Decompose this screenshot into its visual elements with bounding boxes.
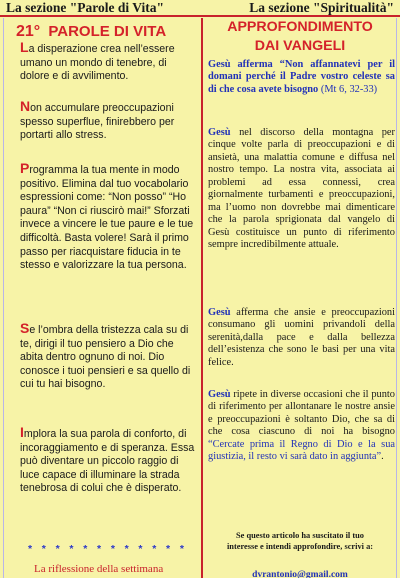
- issue-number: 21°: [16, 23, 41, 40]
- drop-initial: L: [20, 39, 29, 55]
- star-divider: * * * * * * * * * * * *: [28, 543, 188, 555]
- paragraph-text: e l’ombra della tristezza cala su di te, dirigi il tuo pensiero a Dio che abita dentro ognuno di noi. Dio conosce i tuoi pensieri e sa quello di cui tu hai bisogno.: [20, 324, 191, 391]
- paragraph-text: afferma che ansie e preoccupazioni consumano gli uomini privandoli della serenità,dalla pace e dalla bellezza dell’esistenza che sono le basi per una vita felice.: [208, 307, 395, 368]
- paragraph-text: ripete in diverse occasioni che il punto di riferimento per allontanare le nostre ansie e preoccupazioni è soltanto Dio, che sa di che cosa ciascuno di noi ha bisogno: [208, 389, 395, 438]
- header-bar: [0, 0, 400, 17]
- paragraph-3: [20, 160, 198, 273]
- left-heading-text: PAROLE DI VITA: [48, 23, 167, 40]
- gospel-quote: [208, 59, 395, 96]
- left-edge-line: [3, 18, 4, 578]
- left-column: [6, 19, 198, 578]
- left-footer: La riflessione della settimana: [34, 563, 164, 575]
- column-divider: [201, 18, 203, 578]
- right-paragraph-2: [208, 307, 395, 369]
- right-heading-line1: APPROFONDIMENTO: [227, 19, 373, 35]
- right-section-title: La sezione "Spiritualità": [249, 0, 394, 15]
- paragraph-text: a disperazione crea nell’essere umano un mondo di tenebre, di dolore e di avvilimento.: [20, 43, 175, 83]
- right-heading-line2: DAI VANGELI: [254, 38, 346, 54]
- paragraph-text: nel discorso della montagna per cinque volte parla di preoccupazioni e di ansietà, una malattia comune e diffusa nel nostro tempo. La nostra vita, associata ai problemi ad essa connessi, crea giornalmente turbamenti e preoccupazioni, ma l’uomo non dovrebbe mai dimenticare che la parola sprigionata dal vangelo di Gesù costituisce un punto di riferimento sempre incredibilmente attuale.: [208, 127, 395, 251]
- drop-initial: I: [20, 424, 24, 440]
- paragraph-4: [20, 320, 198, 392]
- paragraph-2: [20, 98, 198, 143]
- paragraph-text: mplora la sua parola di conforto, di incoraggiamento e di speranza. Essa può diventare un piccolo raggio di luce capace di illuminare la strada tenebrosa di colui che è disperato.: [20, 428, 195, 495]
- right-paragraph-3: [208, 389, 395, 464]
- right-column: [205, 19, 395, 578]
- contact-line-1: Se questo articolo ha suscitato il tuo: [236, 531, 364, 540]
- left-section-title: La sezione "Parole di Vita": [6, 0, 164, 15]
- drop-initial: P: [20, 160, 30, 176]
- quote-text: Gesù afferma “Non affannatevi per il domani perché il Padre vostro celeste sa di che cosa avete bisogno: [208, 59, 395, 95]
- highlighted-quote: “Cercate prima il Regno di Dio e la sua giustizia, il resto vi sarà dato in aggiunta”: [208, 438, 395, 463]
- paragraph-text: rogramma la tua mente in modo positivo. Elimina dal tuo vocabolario espressioni come: “Non posso” “Ho paura” “Non ci riuscirò mai!” Sforzati invece a vincere le tue paure e le tue difficoltà. Basta volere! Sarà il primo passo per riacquistare fiducia in te stesso e valorizzare la tua persona.: [20, 164, 194, 272]
- paragraph-end: .: [381, 451, 384, 463]
- lead-word: Gesù: [208, 127, 231, 138]
- left-heading: [16, 23, 166, 41]
- right-paragraph-1: [208, 127, 395, 252]
- paragraph-text: on accumulare preoccupazioni spesso superflue, finirebbero per portarti allo stress.: [20, 102, 175, 142]
- contact-line-2: interesse e intendi approfondire, scrivi a:: [226, 542, 374, 551]
- drop-initial: S: [20, 320, 30, 336]
- paragraph-5: [20, 424, 198, 496]
- drop-initial: N: [20, 98, 31, 114]
- quote-reference: (Mt 6, 32-33): [318, 83, 378, 95]
- paragraph-1: [20, 39, 198, 84]
- lead-word: Gesù: [208, 307, 231, 318]
- right-edge-line: [396, 18, 397, 578]
- lead-word: Gesù: [208, 389, 231, 400]
- email-link[interactable]: dvrantonio@gmail.com: [252, 570, 348, 578]
